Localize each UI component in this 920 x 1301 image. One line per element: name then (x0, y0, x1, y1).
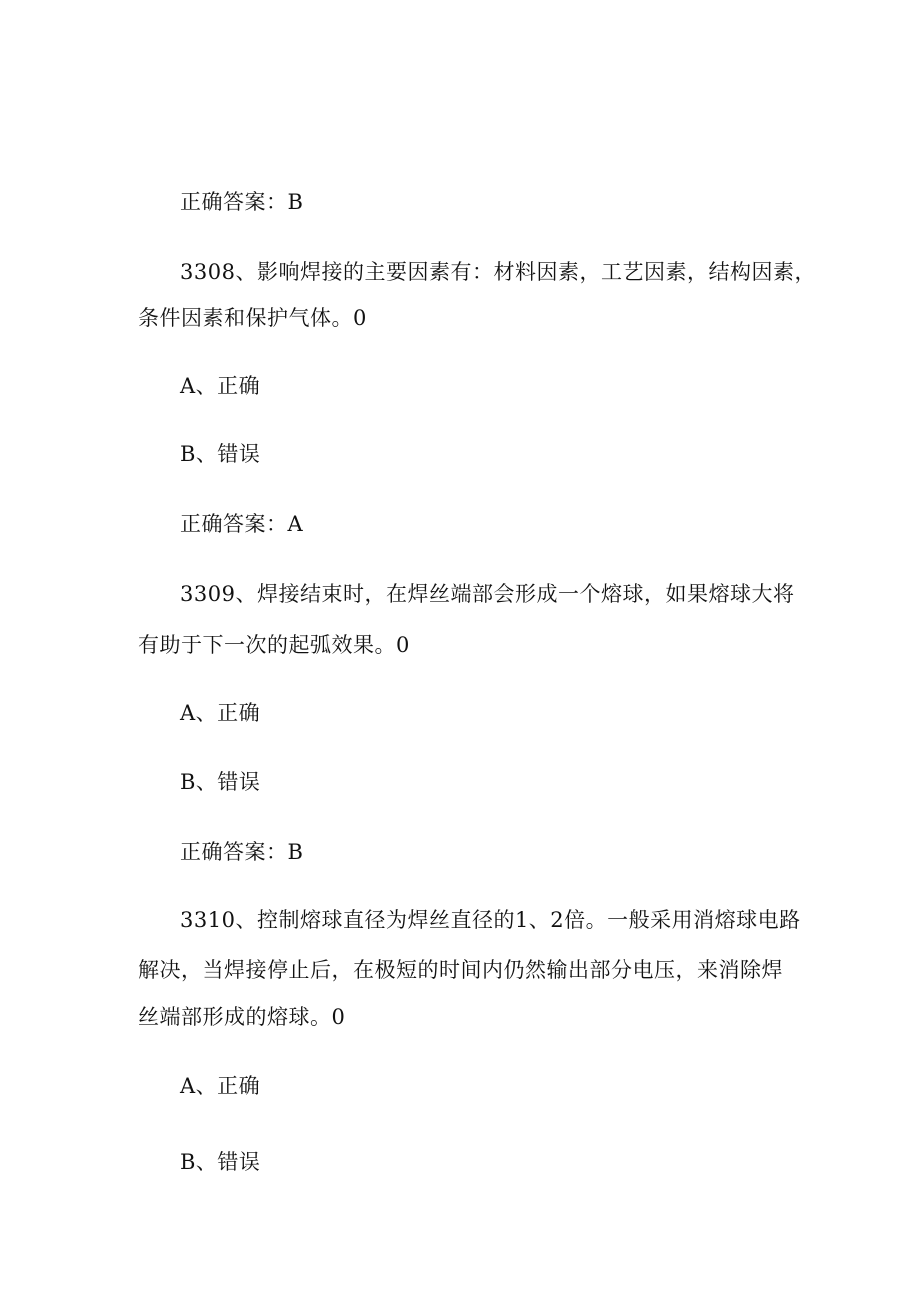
question-3310-line-2: 解决，当焊接停止后，在极短的时间内仍然输出部分电压，来消除焊 (138, 958, 783, 982)
option-a-3310: A、正确 (180, 1074, 261, 1098)
question-3310-line-1: 3310、控制熔球直径为焊丝直径的1、2倍。一般采用消熔球电路 (180, 908, 801, 932)
question-3309-line-2: 有助于下一次的起弧效果。0 (138, 633, 410, 657)
answer-3309: 正确答案：B (180, 840, 304, 864)
question-3309-line-1: 3309、焊接结束时，在焊丝端部会形成一个熔球，如果熔球大将 (180, 582, 795, 606)
option-a-3309: A、正确 (180, 701, 261, 725)
option-b-3309: B、错误 (180, 770, 261, 794)
answer-3308: 正确答案：A (180, 512, 304, 536)
question-3308-line-1: 3308、影响焊接的主要因素有：材料因素，工艺因素，结构因素， (180, 260, 816, 284)
question-3308-line-2: 条件因素和保护气体。0 (138, 306, 367, 330)
answer-3307: 正确答案：B (180, 190, 304, 214)
option-b-3308: B、错误 (180, 442, 261, 466)
option-a-3308: A、正确 (180, 374, 261, 398)
question-3310-line-3: 丝端部形成的熔球。0 (138, 1005, 346, 1029)
option-b-3310: B、错误 (180, 1150, 261, 1174)
